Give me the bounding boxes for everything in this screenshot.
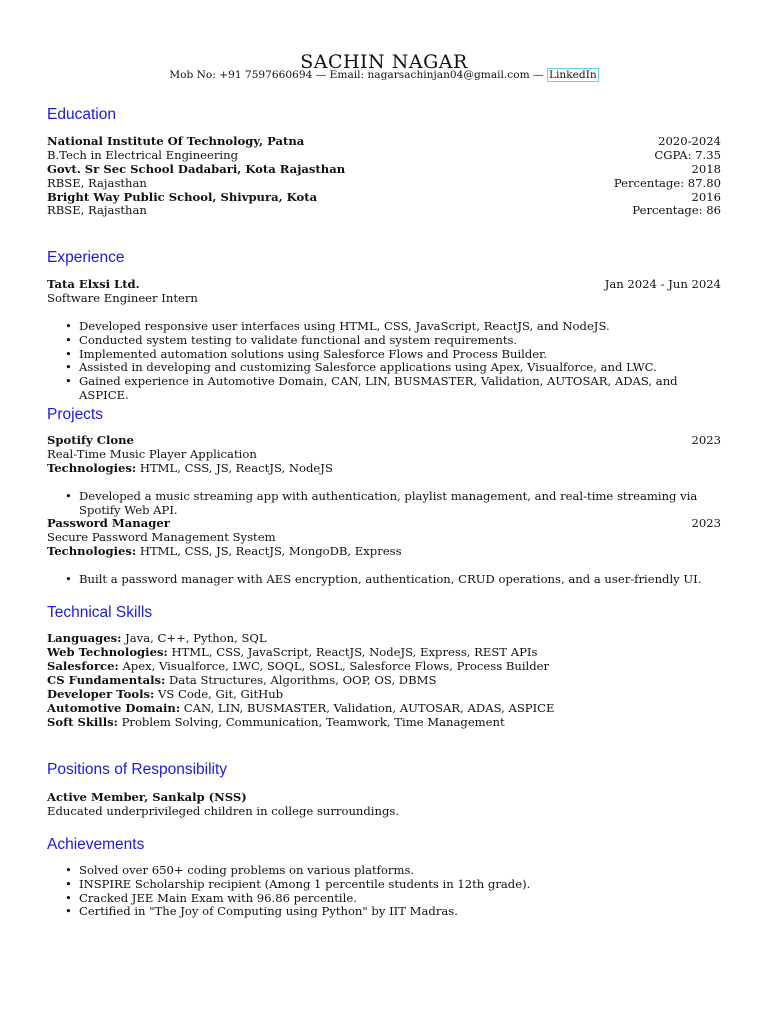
experience-company: Tata Elxsi Ltd. bbox=[47, 277, 140, 291]
technologies-label: Technologies: bbox=[47, 461, 137, 475]
education-school: Govt. Sr Sec School Dadabari, Kota Rajasthan bbox=[47, 162, 346, 176]
position-row bbox=[47, 805, 721, 819]
position-row bbox=[47, 791, 721, 805]
skill-value: Apex, Visualforce, LWC, SOQL, SOSL, Salesforce Flows, Process Builder bbox=[122, 659, 550, 673]
list-item: • INSPIRE Scholarship recipient (Among 1 percentile students in 12th grade). bbox=[64, 878, 724, 892]
list-item: • Conducted system testing to validate functional and system requirements. bbox=[64, 334, 724, 348]
education-row bbox=[47, 135, 721, 149]
skill-label: Web Technologies: bbox=[47, 645, 168, 659]
skill-row bbox=[47, 688, 283, 702]
experience-role: Software Engineer Intern bbox=[47, 291, 198, 305]
skill-label: Salesforce: bbox=[47, 659, 119, 673]
project-technologies bbox=[47, 545, 402, 559]
skill-value: Problem Solving, Communication, Teamwork, Time Management bbox=[121, 715, 505, 729]
project-row bbox=[47, 531, 721, 545]
achievement-bullets bbox=[64, 864, 724, 919]
education-degree: RBSE, Rajasthan bbox=[47, 176, 147, 190]
education-degree: RBSE, Rajasthan bbox=[47, 203, 147, 217]
project-name: Spotify Clone bbox=[47, 433, 134, 447]
skill-value: Data Structures, Algorithms, OOP, OS, DBMS bbox=[168, 673, 437, 687]
education-years: 2020-2024 bbox=[658, 134, 721, 148]
skill-row bbox=[47, 674, 436, 688]
skill-value: VS Code, Git, GitHub bbox=[157, 687, 284, 701]
list-item: • Developed responsive user interfaces using HTML, CSS, JavaScript, ReactJS, and NodeJS. bbox=[64, 320, 724, 334]
experience-dates: Jan 2024 - Jun 2024 bbox=[604, 277, 721, 291]
skill-value: CAN, LIN, BUSMASTER, Validation, AUTOSAR, ADAS, ASPICE bbox=[183, 701, 555, 715]
section-title-education: Education bbox=[47, 106, 116, 123]
skill-row bbox=[47, 716, 505, 730]
skill-value: Java, C++, Python, SQL bbox=[125, 631, 267, 645]
technologies-value: HTML, CSS, JS, ReactJS, MongoDB, Express bbox=[139, 544, 402, 558]
contact-line bbox=[0, 69, 768, 82]
list-item: • Cracked JEE Main Exam with 96.86 percentile. bbox=[64, 892, 724, 906]
education-score: Percentage: 87.80 bbox=[613, 176, 721, 190]
list-item: • Solved over 650+ coding problems on various platforms. bbox=[64, 864, 724, 878]
section-title-skills: Technical Skills bbox=[47, 604, 153, 621]
education-row bbox=[47, 149, 721, 163]
project-row bbox=[47, 462, 721, 476]
section-title-experience: Experience bbox=[47, 249, 125, 266]
education-years: 2018 bbox=[691, 162, 721, 176]
project-row bbox=[47, 434, 721, 448]
skill-value: HTML, CSS, JavaScript, ReactJS, NodeJS, Express, REST APIs bbox=[171, 645, 538, 659]
experience-row bbox=[47, 278, 721, 292]
project-year: 2023 bbox=[691, 433, 721, 447]
list-item: • Implemented automation solutions using Salesforce Flows and Process Builder. bbox=[64, 348, 724, 362]
technologies-label: Technologies: bbox=[47, 544, 137, 558]
project-name: Password Manager bbox=[47, 516, 170, 530]
position-description: Educated underprivileged children in college surroundings. bbox=[47, 804, 400, 818]
education-years: 2016 bbox=[691, 190, 721, 204]
project-technologies bbox=[47, 462, 333, 476]
education-score: CGPA: 7.35 bbox=[654, 148, 721, 162]
education-row bbox=[47, 177, 721, 191]
contact-details: Mob No: +91 7597660694 — Email: nagarsachinjan04@gmail.com — bbox=[169, 69, 547, 81]
education-school: Bright Way Public School, Shivpura, Kota bbox=[47, 190, 318, 204]
education-score: Percentage: 86 bbox=[632, 203, 721, 217]
skill-row bbox=[47, 646, 537, 660]
candidate-name: SACHIN NAGAR bbox=[300, 51, 468, 73]
list-item: • Certified in "The Joy of Computing using Python" by IIT Madras. bbox=[64, 905, 724, 919]
project-bullets bbox=[64, 573, 724, 587]
education-row bbox=[47, 204, 721, 218]
skill-label: Automotive Domain: bbox=[47, 701, 181, 715]
project-row bbox=[47, 517, 721, 531]
project-description: Real-Time Music Player Application bbox=[47, 447, 257, 461]
list-item: • Assisted in developing and customizing Salesforce applications using Apex, Visualforce, and LWC. bbox=[64, 361, 724, 375]
project-description: Secure Password Management System bbox=[47, 530, 276, 544]
project-row bbox=[47, 545, 721, 559]
project-row bbox=[47, 448, 721, 462]
skill-row bbox=[47, 632, 267, 646]
project-bullets bbox=[64, 490, 724, 518]
education-row bbox=[47, 163, 721, 177]
technologies-value: HTML, CSS, JS, ReactJS, NodeJS bbox=[139, 461, 333, 475]
skill-label: Developer Tools: bbox=[47, 687, 155, 701]
section-title-achievements: Achievements bbox=[47, 836, 145, 853]
linkedin-link[interactable]: LinkedIn bbox=[548, 69, 597, 81]
position-title: Active Member, Sankalp (NSS) bbox=[47, 790, 247, 804]
education-school: National Institute Of Technology, Patna bbox=[47, 134, 305, 148]
education-row bbox=[47, 191, 721, 205]
section-title-positions: Positions of Responsibility bbox=[47, 761, 228, 778]
project-year: 2023 bbox=[691, 516, 721, 530]
list-item: • Developed a music streaming app with authentication, playlist management, and real-time streaming via Spotify Web API. bbox=[64, 490, 724, 518]
experience-row bbox=[47, 292, 721, 306]
experience-bullets bbox=[64, 320, 724, 403]
skill-row bbox=[47, 702, 555, 716]
education-degree: B.Tech in Electrical Engineering bbox=[47, 148, 239, 162]
section-title-projects: Projects bbox=[47, 406, 103, 423]
skill-label: CS Fundamentals: bbox=[47, 673, 166, 687]
list-item: • Gained experience in Automotive Domain, CAN, LIN, BUSMASTER, Validation, AUTOSAR, ADAS, and ASPICE. bbox=[64, 375, 724, 403]
skill-row bbox=[47, 660, 549, 674]
skill-label: Soft Skills: bbox=[47, 715, 118, 729]
list-item: • Built a password manager with AES encryption, authentication, CRUD operations, and a user-friendly UI. bbox=[64, 573, 724, 587]
skill-label: Languages: bbox=[47, 631, 122, 645]
